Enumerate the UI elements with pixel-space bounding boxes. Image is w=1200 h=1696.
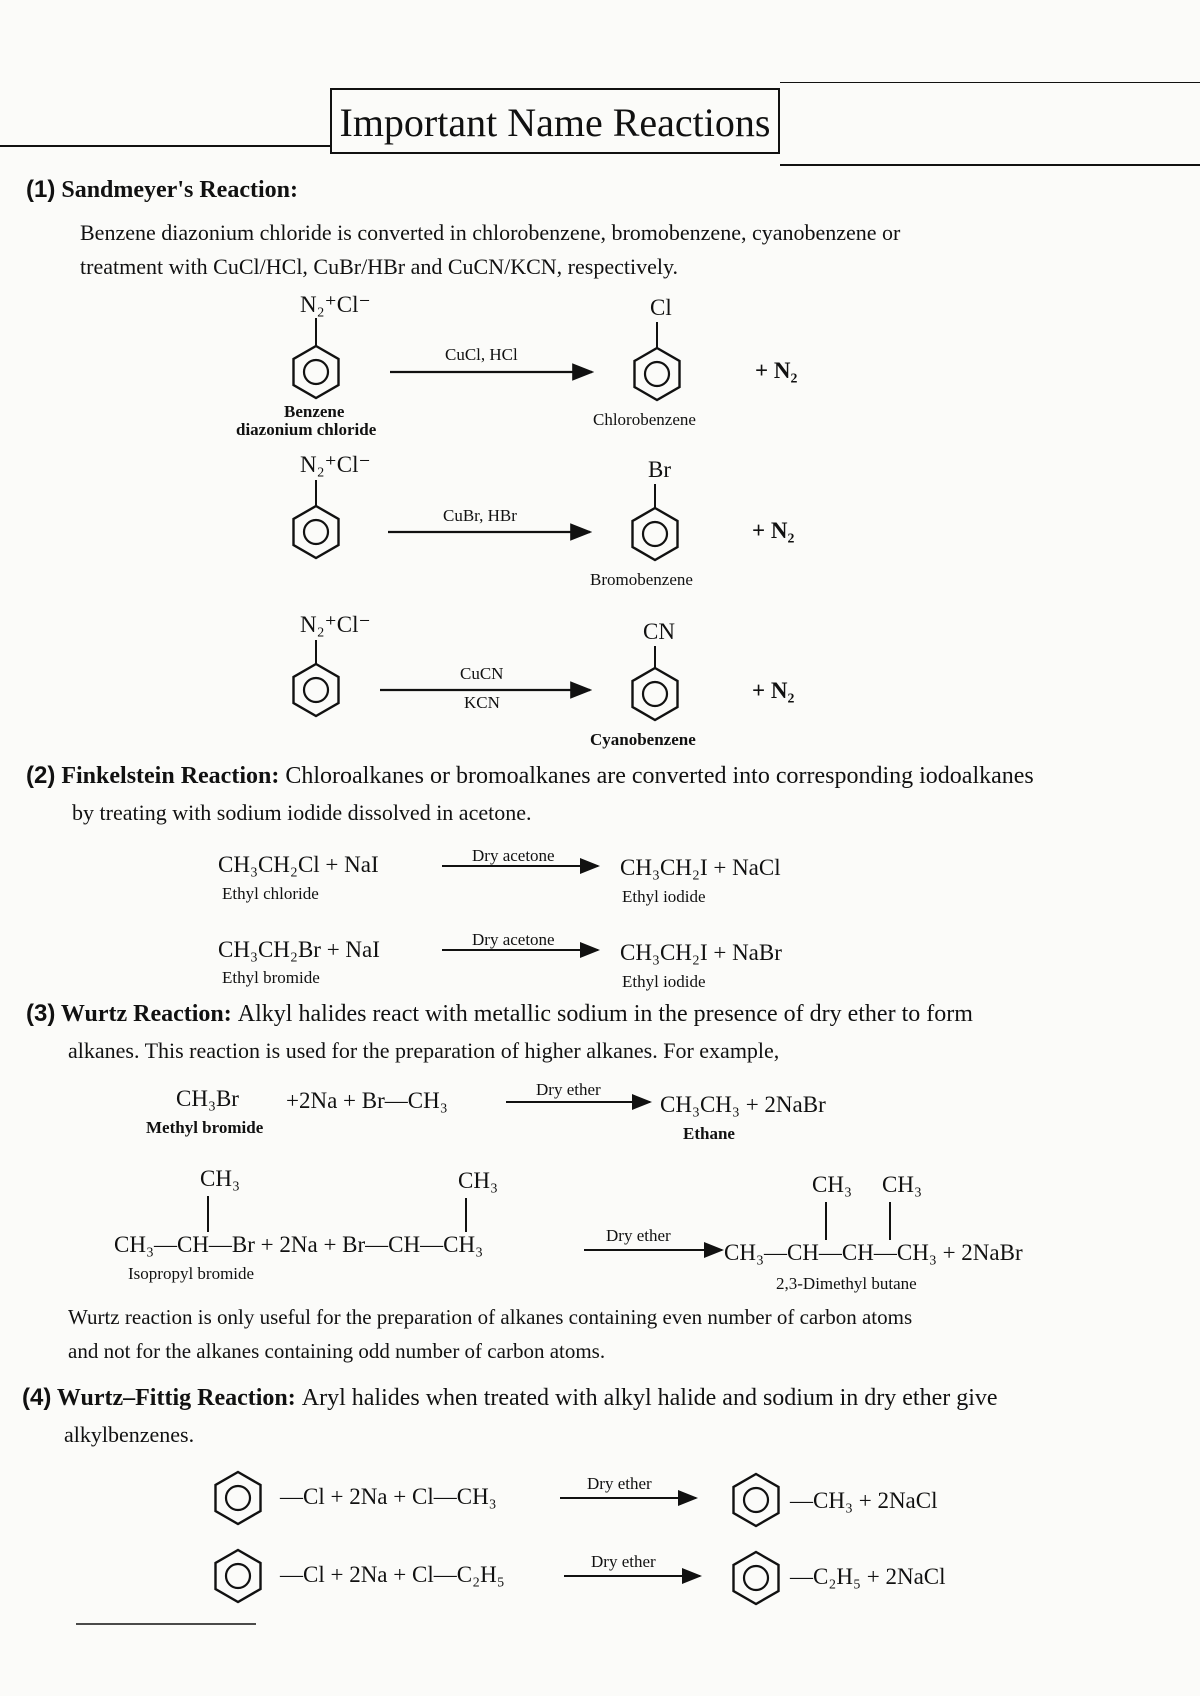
section-3-heading: (3) Wurtz Reaction: Alkyl halides react with metallic sodium in the presence of dry ether to form — [26, 1000, 973, 1027]
wurtz-note-line1: Wurtz reaction is only useful for the preparation of alkanes containing even number of carbon atoms — [68, 1305, 913, 1329]
wurtz-eq2-left: CH₃—CH—Br + 2Na + Br—CH—CH₃ — [114, 1232, 484, 1257]
benzene-ring-chlorobenzene — [635, 322, 680, 400]
wurtz-eq2-right-label: 2,3-Dimethyl butane — [776, 1274, 917, 1293]
finkelstein-eq1-right-label: Ethyl iodide — [622, 887, 706, 906]
section-2-heading: (2) Finkelstein Reaction: Chloroalkanes or bromoalkanes are converted into corresponding iodoalkanes — [26, 762, 1034, 789]
rxn1-reagent: CuCl, HCl — [445, 345, 518, 364]
finkelstein-eq2-right: CH₃CH₂I + NaBr — [620, 940, 782, 965]
rxn2-substituent: Br — [648, 457, 671, 482]
wurtz-eq1-left-label: Methyl bromide — [146, 1118, 264, 1137]
finkelstein-eq2-left: CH₃CH₂Br + NaI — [218, 937, 380, 962]
finkelstein-eq2-right-label: Ethyl iodide — [622, 972, 706, 991]
wurtz-eq1-right: CH₃CH₃ + 2NaBr — [660, 1092, 826, 1117]
wurtz-eq2-branch-3: CH₃ — [812, 1172, 852, 1197]
wurtz-eq2-reagent: Dry ether — [606, 1226, 671, 1245]
section-1-text-line2: treatment with CuCl/HCl, CuBr/HBr and CuCN/KCN, respectively. — [80, 254, 679, 279]
rxn1-byproduct: + N₂ — [755, 358, 798, 383]
wurtz-note-line2: and not for the alkanes containing odd number of carbon atoms. — [68, 1339, 606, 1363]
rxn3-product-name: Cyanobenzene — [590, 730, 696, 749]
benzene-ring-fittig-2-left — [216, 1550, 261, 1602]
fittig-eq1-left: —Cl + 2Na + Cl—CH₃ — [280, 1484, 497, 1509]
wurtz-eq2-left-label: Isopropyl bromide — [128, 1264, 255, 1283]
wurtz-eq2-branch-4: CH₃ — [882, 1172, 922, 1197]
wurtz-eq1-left: CH₃Br — [176, 1086, 239, 1111]
finkelstein-eq2-left-label: Ethyl bromide — [222, 968, 320, 987]
finkelstein-eq1-left-label: Ethyl chloride — [222, 884, 319, 903]
wurtz-eq2-right: CH₃—CH—CH—CH₃ + 2NaBr — [724, 1240, 1023, 1265]
wurtz-eq2-branch-2: CH₃ — [458, 1168, 498, 1193]
fittig-eq2-reagent: Dry ether — [591, 1552, 656, 1571]
rxn3-reagent-bottom: KCN — [464, 693, 500, 712]
rxn2-product-name: Bromobenzene — [590, 570, 693, 589]
finkelstein-eq1-right: CH₃CH₂I + NaCl — [620, 855, 781, 880]
diazonium-label-2: N₂⁺Cl⁻ — [300, 452, 371, 477]
rxn2-reagent: CuBr, HBr — [443, 506, 517, 525]
diazonium-label-3: N₂⁺Cl⁻ — [300, 612, 371, 637]
section-2-text-line2: by treating with sodium iodide dissolved in acetone. — [72, 800, 532, 825]
reactant-name-line2: diazonium chloride — [236, 420, 377, 439]
benzene-ring-fittig-2-right — [734, 1552, 779, 1604]
rxn3-byproduct: + N₂ — [752, 678, 795, 703]
benzene-ring-bromobenzene — [633, 484, 678, 560]
rxn3-reagent-top: CuCN — [460, 664, 504, 683]
benzene-ring-reactant-2 — [294, 480, 339, 558]
fittig-eq1-right: —CH₃ + 2NaCl — [790, 1488, 938, 1513]
benzene-ring-fittig-1-left — [216, 1472, 261, 1524]
rxn2-byproduct: + N₂ — [752, 518, 795, 543]
finkelstein-eq2-reagent: Dry acetone — [472, 930, 555, 949]
wurtz-eq2-branch-1: CH₃ — [200, 1166, 240, 1191]
finkelstein-eq1-left: CH₃CH₂Cl + NaI — [218, 852, 379, 877]
benzene-ring-reactant-3 — [294, 640, 339, 716]
wurtz-eq1-right-label: Ethane — [683, 1124, 735, 1143]
section-4-text-line2: alkylbenzenes. — [64, 1422, 195, 1447]
reactant-name-line1: Benzene — [284, 402, 345, 421]
benzene-ring-cyanobenzene — [633, 646, 678, 720]
fittig-eq2-right: —C₂H₅ + 2NaCl — [790, 1564, 946, 1589]
section-1-text-line1: Benzene diazonium chloride is converted in chlorobenzene, bromobenzene, cyanobenzene or — [80, 220, 901, 245]
benzene-ring-fittig-1-right — [734, 1474, 779, 1526]
fittig-eq2-left: —Cl + 2Na + Cl—C₂H₅ — [280, 1562, 505, 1587]
page-title: Important Name Reactions — [330, 88, 780, 154]
finkelstein-eq1-reagent: Dry acetone — [472, 846, 555, 865]
rxn1-product-name: Chlorobenzene — [593, 410, 696, 429]
fittig-eq1-reagent: Dry ether — [587, 1474, 652, 1493]
section-3-text-line2: alkanes. This reaction is used for the preparation of higher alkanes. For example, — [68, 1038, 780, 1063]
rxn1-substituent: Cl — [650, 295, 672, 320]
diazonium-label-1: N₂⁺Cl⁻ — [300, 292, 371, 317]
wurtz-eq1-mid: +2Na + Br—CH₃ — [286, 1088, 448, 1113]
section-4-heading: (4) Wurtz–Fittig Reaction: Aryl halides when treated with alkyl halide and sodium in dry ether give — [22, 1384, 998, 1411]
wurtz-eq1-reagent: Dry ether — [536, 1080, 601, 1099]
section-1-heading: (1) Sandmeyer's Reaction: — [26, 176, 298, 203]
benzene-ring-reactant-1 — [294, 318, 339, 398]
rxn3-substituent: CN — [643, 619, 675, 644]
